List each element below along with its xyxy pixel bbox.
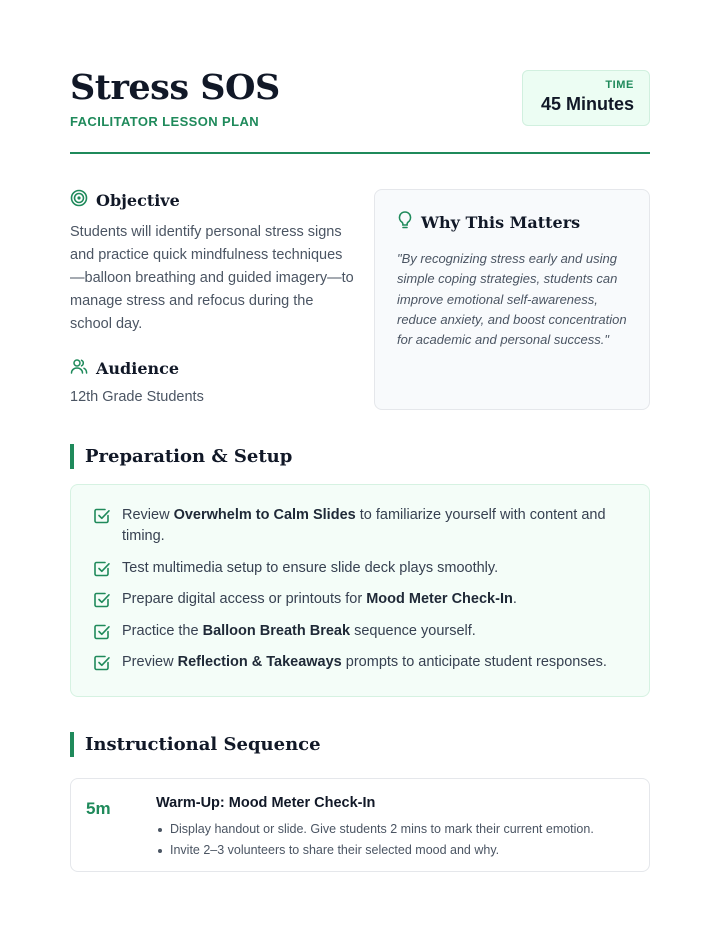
preparation-heading [70, 444, 292, 469]
checklist-text [122, 558, 498, 579]
checklist-text-bold: Overwhelm to Calm Slides [173, 507, 356, 523]
checklist-text [122, 505, 627, 547]
preparation-box [70, 484, 650, 697]
step-bullet: Invite 2–3 volunteers to share their selected mood and why. [156, 840, 594, 861]
users-icon [70, 357, 96, 380]
objective-title: Objective [96, 191, 180, 210]
preparation-title: Preparation & Setup [85, 446, 293, 467]
checklist-text-before: Test multimedia setup to ensure slide deck plays smoothly. [122, 559, 499, 576]
checklist-text-after: sequence yourself. [350, 622, 476, 639]
step-bullet: Display handout or slide. Give students 2 mins to mark their current emotion. [156, 819, 594, 840]
sequence-title: Instructional Sequence [85, 734, 321, 755]
checklist-text-before: Preview [122, 654, 178, 670]
why-title: Why This Matters [421, 213, 581, 232]
objective-heading [70, 189, 180, 212]
check-square-icon [93, 623, 111, 641]
checklist-item [93, 505, 627, 547]
sequence-heading [70, 732, 321, 757]
why-heading [397, 210, 627, 235]
checklist-text-bold: Mood Meter Check-In [366, 591, 513, 607]
checklist-text-bold: Reflection & Takeaways [177, 654, 342, 670]
check-square-icon [93, 591, 111, 609]
audience-title: Audience [96, 359, 180, 378]
checklist-text-before: Practice the [122, 622, 203, 639]
checklist-text-before: Prepare digital access or printouts for [122, 591, 367, 607]
sequence-step-card [70, 778, 650, 872]
checklist-item [93, 558, 627, 579]
target-icon [70, 189, 96, 212]
page-subtitle: FACILITATOR LESSON PLAN [70, 114, 260, 129]
page-header [70, 68, 650, 154]
step-duration: 5m [86, 799, 111, 818]
check-square-icon [93, 507, 111, 525]
time-label: TIME [605, 79, 634, 91]
checklist-text [122, 621, 476, 642]
why-card [374, 189, 650, 410]
checklist-text [122, 652, 607, 673]
checklist-text-after: prompts to anticipate student responses. [341, 654, 607, 670]
time-badge [522, 70, 650, 126]
checklist-text [122, 589, 517, 610]
lightbulb-icon [397, 210, 413, 235]
objective-text: Students will identify personal stress signs and practice quick mindfulness techniques—balloon breathing and guided imagery—to manage stress and refocus during the school day. [70, 224, 354, 332]
preparation-list [93, 505, 627, 673]
check-square-icon [93, 560, 111, 578]
checklist-text-after: to familiarize yourself with content and timing. [122, 507, 606, 544]
checklist-item [93, 589, 627, 610]
time-value: 45 Minutes [540, 94, 634, 114]
step-title: Warm-Up: Mood Meter Check-In [156, 795, 376, 811]
audience-text: 12th Grade Students [70, 389, 204, 405]
checklist-item [93, 652, 627, 673]
why-quote: "By recognizing stress early and using simple coping strategies, students can improve emotional self-awareness, reduce anxiety, and boost concentration for academic and personal success." [397, 251, 627, 348]
checklist-text-bold: Balloon Breath Break [202, 622, 351, 639]
checklist-item [93, 621, 627, 642]
checklist-text-after: . [512, 591, 517, 607]
check-square-icon [93, 654, 111, 672]
checklist-text-before: Review [122, 507, 174, 523]
audience-heading [70, 357, 179, 380]
step-bullets [156, 819, 594, 861]
page-title: Stress SOS [70, 67, 280, 108]
